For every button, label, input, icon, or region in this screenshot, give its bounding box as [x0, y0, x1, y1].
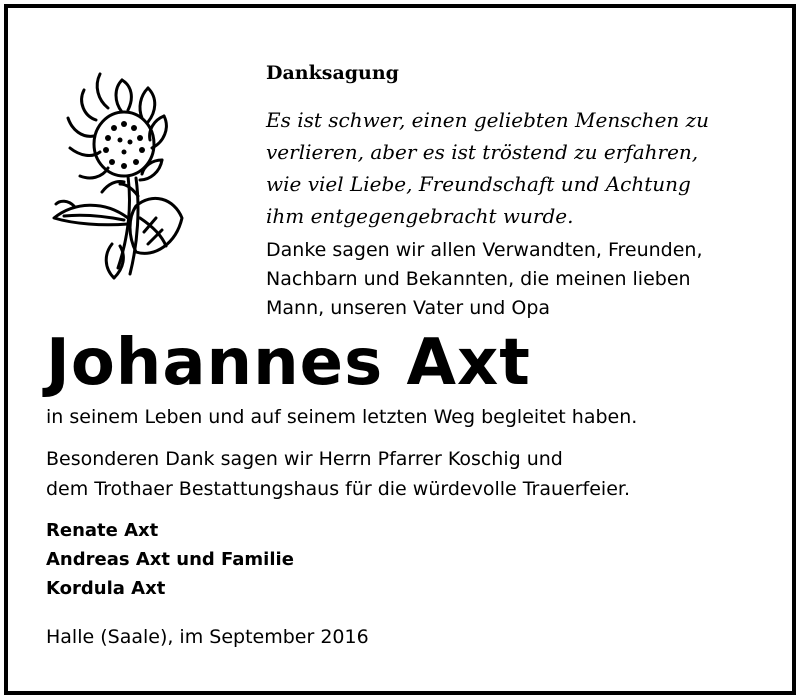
notice-title: Danksagung	[266, 62, 399, 84]
sunflower-icon	[44, 68, 184, 298]
special-thanks-line: Besonderen Dank sagen wir Herrn Pfarrer Koschig und	[46, 448, 563, 470]
quote-line: verlieren, aber es ist tröstend zu erfahren,	[266, 140, 699, 164]
thanks-line: Danke sagen wir allen Verwandten, Freunden,	[266, 239, 703, 261]
signer-name: Renate Axt	[46, 520, 159, 541]
special-thanks-text	[46, 444, 786, 504]
obituary-notice	[4, 4, 796, 695]
signer-name: Kordula Axt	[46, 578, 166, 599]
signers-list	[46, 516, 294, 603]
quote-line: Es ist schwer, einen geliebten Menschen zu	[266, 108, 710, 132]
place-date: Halle (Saale), im September 2016	[46, 626, 369, 648]
thanks-line: Mann, unseren Vater und Opa	[266, 297, 551, 319]
after-name-line: in seinem Leben und auf seinem letzten Weg begleitet haben.	[46, 406, 638, 428]
signer-name: Andreas Axt und Familie	[46, 549, 294, 570]
after-name-text	[46, 402, 786, 432]
quote-line: wie viel Liebe, Freundschaft und Achtung	[266, 172, 691, 196]
quote-line: ihm entgegengebracht wurde.	[266, 204, 574, 228]
thanks-text	[266, 236, 786, 323]
deceased-name: Johannes Axt	[46, 326, 531, 400]
thanks-line: Nachbarn und Bekannten, die meinen lieben	[266, 268, 691, 290]
special-thanks-line: dem Trothaer Bestattungshaus für die würdevolle Trauerfeier.	[46, 478, 631, 500]
quote-text	[266, 104, 786, 232]
